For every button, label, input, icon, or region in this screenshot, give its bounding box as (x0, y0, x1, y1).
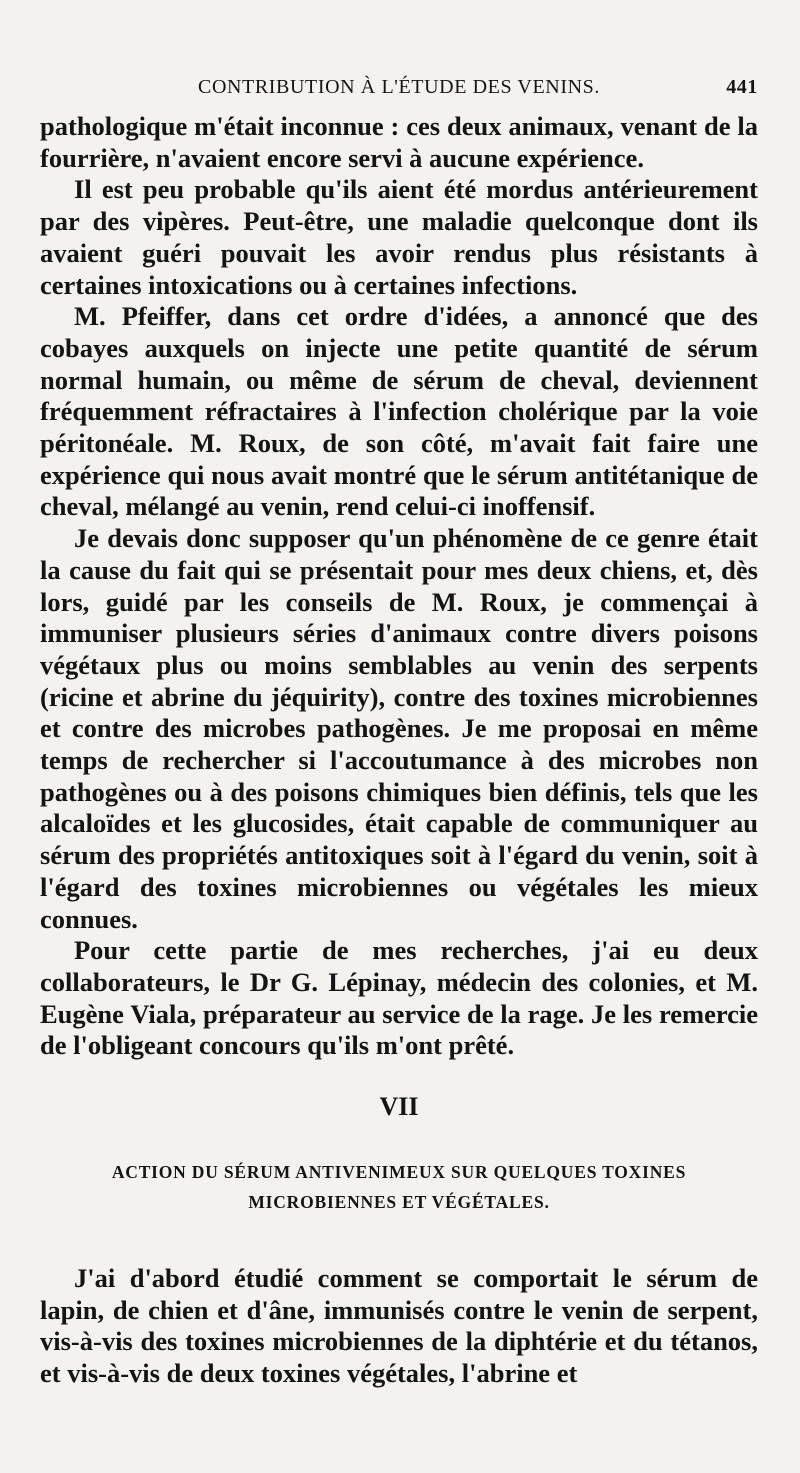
section-title-line: ACTION DU SÉRUM ANTIVENIMEUX SUR QUELQUES TOXINES (111, 1162, 687, 1182)
section-title (40, 1157, 758, 1217)
section-text (40, 1263, 758, 1390)
paragraph: Pour cette partie de mes recherches, j'ai eu deux collaborateurs, le Dr G. Lépinay, médecin des colonies, et M. Eugène Viala, préparateur au service de la rage. Je les remercie de l'obligeant concours qu'ils m'ont prêté. (40, 935, 758, 1061)
page-number: 441 (726, 76, 758, 98)
paragraph: Je devais donc supposer qu'un phénomène de ce genre était la cause du fait qui se présentait pour mes deux chiens, et, dès lors, guidé par les conseils de M. Roux, je commençai à immuniser plusieurs séries d'animaux contre divers poisons végétaux plus ou moins semblables au venin des serpents (ricine et abrine du jéquirity), contre des toxines microbiennes et contre des microbes pathogènes. Je me proposai en même temps de rechercher si l'accoutumance à des microbes non pathogènes ou à des poisons chimiques bien définis, tels que les alcaloïdes et les glucosides, était capable de communiquer au sérum des propriétés antitoxiques soit à l'égard du venin, soit à l'égard des toxines microbiennes ou végétales les mieux connues. (40, 523, 758, 934)
main-text (40, 111, 758, 1062)
section-number: VII (379, 1092, 419, 1121)
paragraph: J'ai d'abord étudié comment se comportait le sérum de lapin, de chien et d'âne, immunisés contre le venin de serpent, vis-à-vis des toxines microbiennes de la diphtérie et du tétanos, et vis-à-vis de deux toxines végétales, l'abrine et (40, 1263, 758, 1389)
paragraph-continued: pathologique m'était inconnue : ces deux animaux, venant de la fourrière, n'avaient encore servi à aucune expérience. (40, 111, 758, 173)
running-header (40, 76, 758, 106)
paragraph: Il est peu probable qu'ils aient été mordus antérieurement par des vipères. Peut-être, une maladie quelconque dont ils avaient guéri pouvait les avoir rendus plus résistants à certaines intoxications ou à certaines infections. (40, 174, 758, 300)
section-title-line: MICROBIENNES ET VÉGÉTALES. (248, 1192, 550, 1212)
running-title: CONTRIBUTION À L'ÉTUDE DES VENINS. (198, 76, 600, 98)
paragraph: M. Pfeiffer, dans cet ordre d'idées, a annoncé que des cobayes auxquels on injecte une petite quantité de sérum normal humain, ou même de sérum de cheval, deviennent fréquemment réfractaires à l'infection cholérique par la voie péritonéale. M. Roux, de son côté, m'avait fait faire une expérience qui nous avait montré que le sérum antitétanique de cheval, mélangé au venin, rend celui-ci inoffensif. (40, 301, 758, 522)
